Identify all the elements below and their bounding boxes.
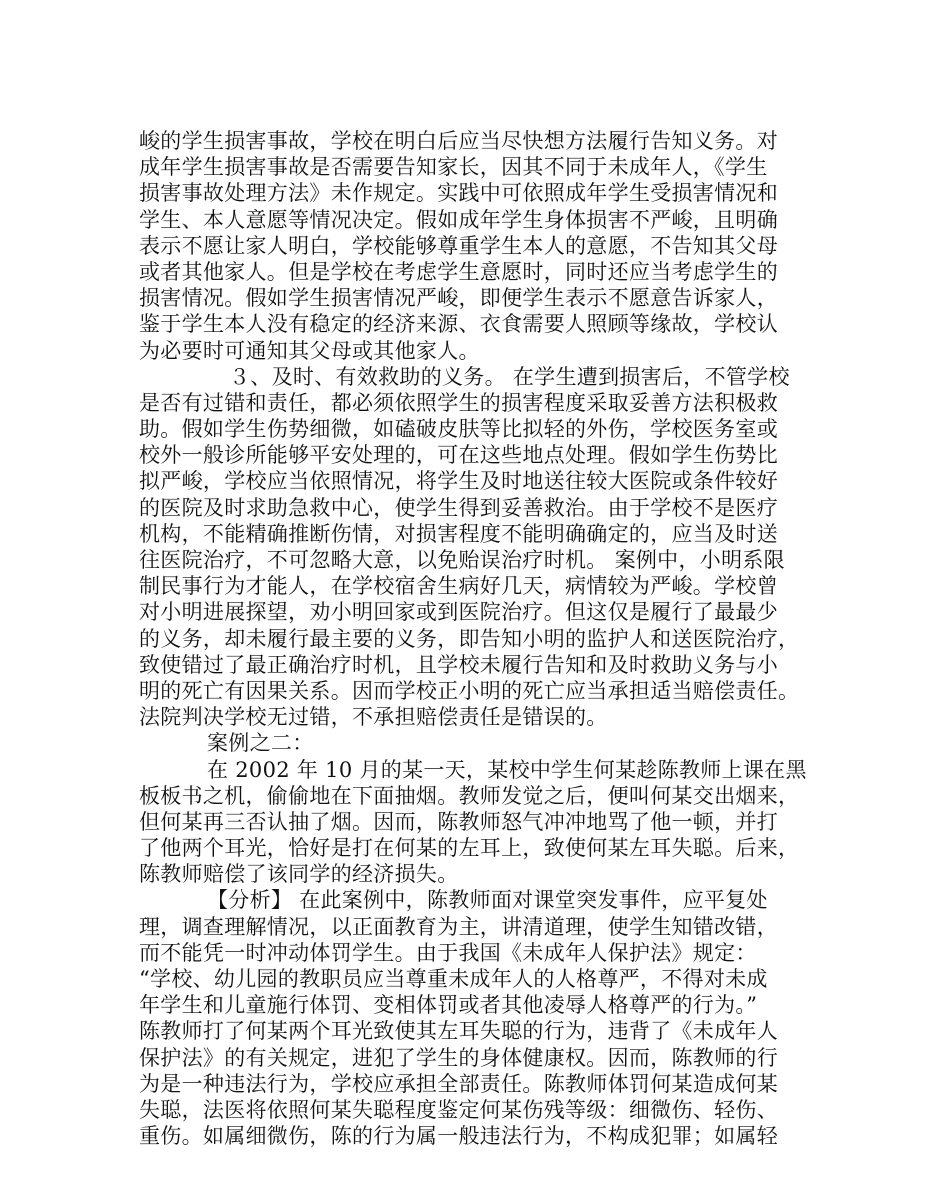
analysis-heading: 【分析】 在此案例中，陈教师面对课堂突发事件，应平复处 — [207, 888, 768, 913]
text-line: 为必要时可通知其父母或其他家人。 — [139, 338, 480, 363]
text-line: 失聪，法医将依照何某失聪程度鉴定何某伤残等级：细微伤、轻伤、 — [139, 1097, 778, 1122]
text-line: 拟严峻，学校应当依照情况，将学生及时地送往较大医院或条件较好 — [139, 469, 778, 494]
text-line: 的医院及时求助急救中心，使学生得到妥善救治。由于学校不是医疗 — [139, 495, 778, 520]
text-line: 助。假如学生伤势细微，如磕破皮肤等比拟轻的外伤，学校医务室或 — [139, 417, 778, 442]
text-line: 表示不愿让家人明白，学校能够尊重学生本人的意愿，不告知其父母 — [139, 233, 778, 258]
text-line: 陈教师赔偿了该同学的经济损失。 — [139, 862, 459, 887]
text-line: 制民事行为才能人，在学校宿舍生病好几天，病情较为严峻。学校曾 — [139, 574, 778, 599]
text-line: 板板书之机，偷偷地在下面抽烟。教师发觉之后，便叫何某交出烟来， — [139, 783, 800, 808]
text-line: 的义务，却未履行最主要的义务，即告知小明的监护人和送医院治疗， — [139, 626, 800, 651]
text-line: 机构，不能精确推断伤情，对损害程度不能明确确定的，应当及时送 — [139, 521, 778, 546]
text-line: 往医院治疗，不可忽略大意，以免贻误治疗时机。 案例中，小明系限 — [139, 548, 785, 572]
text-line: 损害情况。假如学生损害情况严峻，即便学生表示不愿意告诉家人， — [139, 286, 778, 311]
text-line: 学生、本人意愿等情况决定。假如成年学生身体损害不严峻，且明确 — [139, 207, 778, 232]
document-body — [139, 128, 829, 1149]
case-heading: 案例之二： — [207, 731, 314, 756]
text-line: 鉴于学生本人没有稳定的经济来源、衣食需要人照顾等缘故，学校认 — [139, 312, 778, 337]
text-line: 保护法》的有关规定，进犯了学生的身体健康权。因而，陈教师的行 — [139, 1045, 778, 1070]
text-line: 成年学生损害事故是否需要告知家长，因其不同于未成年人，《学生 — [139, 155, 768, 180]
text-line: 而不能凭一时冲动体罚学生。由于我国《未成年人保护法》规定： — [139, 940, 757, 965]
text-line: 年学生和儿童施行体罚、变相体罚或者其他凌辱人格尊严的行为。” — [139, 993, 758, 1018]
text-line: 致使错过了最正确治疗时机，且学校未履行告知和及时救助义务与小 — [139, 652, 778, 677]
text-line: 校外一般诊所能够平安处理的，可在这些地点处理。假如学生伤势比 — [139, 443, 778, 468]
text-line: 但何某再三否认抽了烟。因而，陈教师怒气冲冲地骂了他一顿，并打 — [139, 809, 778, 834]
text-line: 对小明进展探望，劝小明回家或到医院治疗。但这仅是履行了最最少 — [139, 600, 778, 625]
text-line: 重伤。如属细微伤，陈的行为属一般违法行为，不构成犯罪；如属轻 — [139, 1124, 778, 1149]
paragraph-heading: ３、及时、有效救助的义务。 在学生遭到损害后，不管学校 — [229, 364, 790, 389]
text-line: 损害事故处理方法》未作规定。实践中可依照成年学生受损害情况和 — [139, 181, 778, 206]
text-line: 峻的学生损害事故，学校在明白后应当尽快想方法履行告知义务。对 — [139, 129, 778, 153]
text-line: 明的死亡有因果关系。因而学校正小明的死亡应当承担适当赔偿责任。 — [139, 678, 800, 703]
text-line: 在 2002 年 10 月的某一天，某校中学生何某趁陈教师上课在黑 — [207, 757, 807, 782]
text-line: 是否有过错和责任，都必须依照学生的损害程度采取妥善方法积极救 — [139, 390, 778, 415]
text-line: 法院判决学校无过错，不承担赔偿责任是错误的。 — [139, 705, 608, 730]
text-line: 了他两个耳光，恰好是打在何某的左耳上，致使何某左耳失聪。后来， — [139, 836, 800, 861]
text-line: 或者其他家人。但是学校在考虑学生意愿时，同时还应当考虑学生的 — [139, 259, 778, 284]
text-line: 理，调查理解情况，以正面教育为主，讲清道理，使学生知错改错， — [139, 914, 778, 939]
text-line: 为是一种违法行为，学校应承担全部责任。陈教师体罚何某造成何某 — [139, 1071, 778, 1096]
text-line: 陈教师打了何某两个耳光致使其左耳失聪的行为，违背了《未成年人 — [139, 1019, 778, 1044]
text-line: “学校、幼儿园的教职员应当尊重未成年人的人格尊严，不得对未成 — [139, 967, 768, 991]
